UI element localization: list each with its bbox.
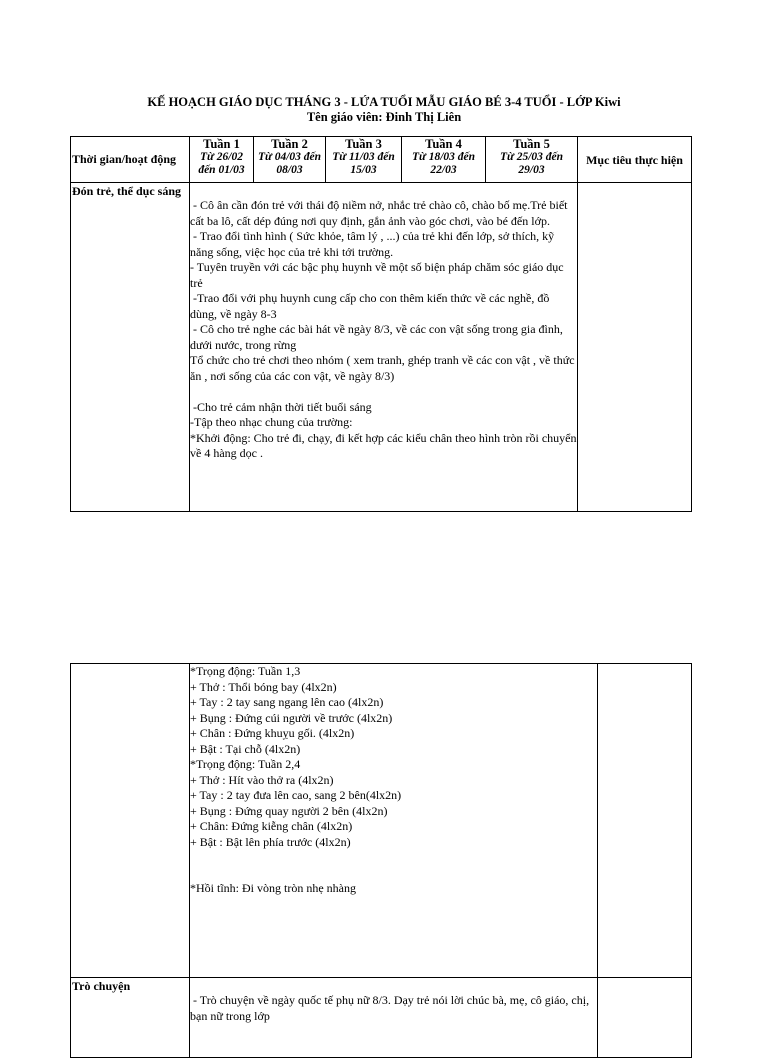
exercise-line: + Bật : Bật lên phía trước (4lx2n) [190,834,351,849]
morning-paragraph: -Cho trẻ cảm nhận thời tiết buổi sáng [190,399,372,414]
col-time-header: Thời gian/hoạt động [71,137,190,183]
teacher-name: Tên giáo viên: Đinh Thị Liên [306,110,462,124]
exercise-content [190,664,598,978]
week-5-range: Từ 25/03 đến 29/03 [499,151,564,176]
week-2-range: Từ 04/03 đến 08/03 [257,151,322,176]
week-3-range: Từ 11/03 đến 15/03 [332,151,395,176]
week-3-name: Tuần 3 [345,137,382,151]
exercise-line: + Tay : 2 tay đưa lên cao, sang 2 bên(4lx2n) [190,788,402,802]
morning-row [71,183,692,512]
chat-label: Trò chuyện [71,978,190,1058]
exercise-goal-cell [598,664,692,978]
exercise-line: *Trọng động: Tuần 1,3 [190,664,301,678]
chat-goal-cell [598,978,692,1058]
exercise-line: *Trọng động: Tuần 2,4 [190,757,301,771]
morning-goal-cell [578,183,692,512]
week-4-header [402,137,486,183]
week-2-header [254,137,326,183]
chat-content [190,978,598,1058]
week-2-name: Tuần 2 [271,137,308,151]
page-title: KẾ HOẠCH GIÁO DỤC THÁNG 3 - LỨA TUỔI MẪU GIÁO BÉ 3-4 TUỔI - LỚP Kiwi [147,95,621,109]
week-5-header [486,137,578,183]
header-row [71,137,692,183]
morning-paragraph: -Trao đổi với phụ huynh cung cấp cho con thêm kiến thức về các nghề, đồ dùng, về ngày 8-3 [190,291,553,321]
chat-row [71,978,692,1058]
morning-content [190,183,578,512]
exercise-line: + Tay : 2 tay sang ngang lên cao (4lx2n) [190,695,384,709]
week-1-range: Từ 26/02 đến 01/03 [198,151,245,176]
week-1-name: Tuần 1 [203,137,240,151]
week-5-name: Tuần 5 [513,137,550,151]
plan-table-page1 [70,136,692,512]
morning-paragraph: *Khởi động: Cho trẻ đi, chạy, đi kết hợp các kiểu chân theo hình tròn rồi chuyển về 4 hàng dọc . [190,430,580,460]
morning-paragraph [190,384,577,400]
morning-paragraph: Tổ chức cho trẻ chơi theo nhóm ( xem tranh, ghép tranh về các con vật , về thức ăn , nơi sống của các con vật, về ngày 8/3) [190,353,578,383]
exercise-line: + Thở : Hít vào thở ra (4lx2n) [190,772,334,787]
morning-paragraph: - Cô cho trẻ nghe các bài hát về ngày 8/3, về các con vật sống trong gia đình, dưới nước, trong rừng [190,322,566,352]
week-4-range: Từ 18/03 đến 22/03 [411,151,476,176]
exercise-line: + Bụng : Đứng quay người 2 bên (4lx2n) [190,803,388,818]
morning-paragraph: - Trao đổi tình hình ( Sức khỏe, tâm lý , ...) của trẻ khi đến lớp, sở thích, kỹ năng sống, việc học của trẻ khi tới trường. [190,229,558,259]
exercise-line: + Chân : Đứng khuỵu gối. (4lx2n) [190,726,355,740]
exercise-label-cell [71,664,190,978]
plan-table-page2 [70,663,692,1058]
chat-paragraph: - Trò chuyện về ngày quốc tế phụ nữ 8/3. Dạy trẻ nói lời chúc bà, mẹ, cô giáo, chị, bạn nữ trong lớp [190,993,593,1023]
morning-paragraph: - Tuyên truyền với các bậc phụ huynh về một số biện pháp chăm sóc giáo dục trẻ [190,260,567,290]
exercise-line: + Bụng : Đứng cúi người về trước (4lx2n) [190,710,393,725]
week-1-header [190,137,254,183]
morning-label: Đón trẻ, thể dục sáng [71,183,190,512]
morning-paragraph: - Cô ân cần đón trẻ với thái độ niềm nở, nhắc trẻ chào cô, chào bố mẹ.Trẻ biết cất ba lô, cất dép đúng nơi quy định, gắn ảnh vào góc chơi, vào bé đến lớp. [190,198,571,228]
col-goal-header: Mục tiêu thực hiện [578,137,692,183]
morning-paragraph: -Tập theo nhạc chung của trường: [190,415,353,429]
exercise-line [190,866,597,882]
exercise-line: + Thở : Thổi bóng bay (4lx2n) [190,679,337,694]
week-4-name: Tuần 4 [425,137,462,151]
exercise-line: *Hồi tĩnh: Đi vòng tròn nhẹ nhàng [190,881,356,895]
week-3-header [326,137,402,183]
exercise-row [71,664,692,978]
exercise-line: + Bật : Tại chỗ (4lx2n) [190,741,301,756]
exercise-line: + Chân: Đứng kiễng chân (4lx2n) [190,819,353,833]
exercise-line [190,850,597,866]
